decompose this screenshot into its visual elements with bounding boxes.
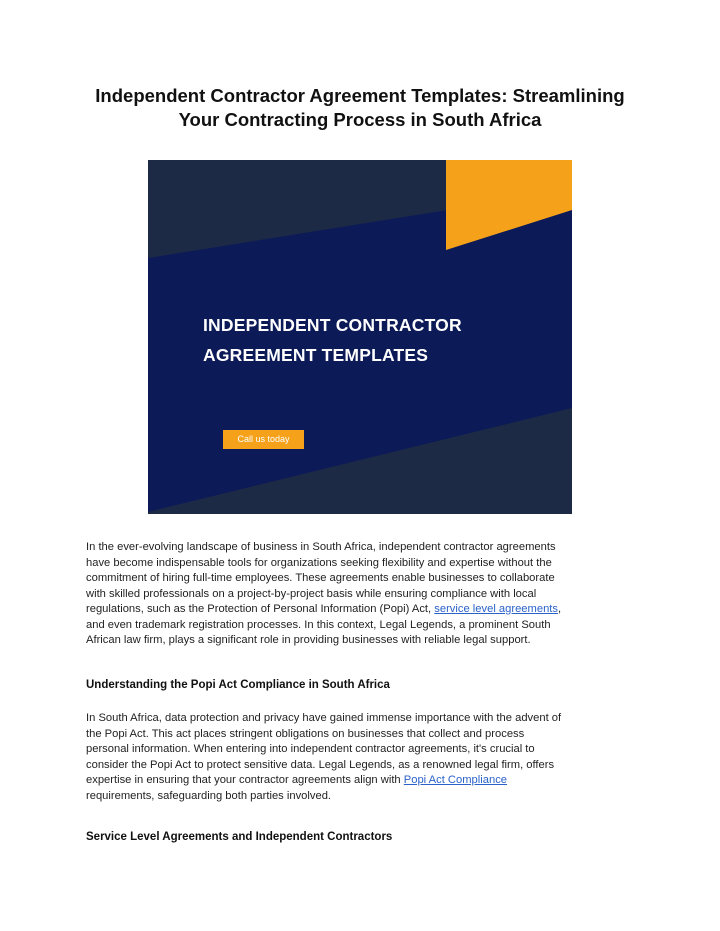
popi-line-4: consider the Popi Act to protect sensitive data. Legal Legends, as a renowned legal firm, offers xyxy=(86,758,555,771)
banner-headline xyxy=(203,310,462,370)
intro-line-3: commitment of hiring full-time employees. These agreements enable businesses to collaborate xyxy=(86,572,555,584)
banner-headline-line-2: AGREEMENT TEMPLATES xyxy=(203,345,429,365)
intro-line-5-text: regulations, such as the Protection of Personal Information (Popi) Act, xyxy=(86,603,435,615)
popi-line-6: requirements, safeguarding both parties involved. xyxy=(86,789,332,802)
popi-act-paragraph xyxy=(86,711,642,804)
popi-line-3: personal information. When entering into independent contractor agreements, it's crucial to xyxy=(86,743,535,755)
intro-line-1: In the ever-evolving landscape of business in South Africa, independent contractor agreements xyxy=(86,541,556,553)
popi-line-1: In South Africa, data protection and privacy have gained immense importance with the advent of xyxy=(86,712,562,724)
document-title-line-1: Independent Contractor Agreement Templates: Streamlining xyxy=(95,85,625,106)
document-title xyxy=(60,84,660,132)
section-heading-service-level-agreements: Service Level Agreements and Independent Contractors xyxy=(86,831,393,843)
intro-line-4: with skilled professionals on a project-by-project basis while ensuring compliance with local xyxy=(86,587,537,600)
intro-line-2: have become indispensable tools for organizations seeking flexibility and expertise without the xyxy=(86,556,552,569)
section-heading-popi-act: Understanding the Popi Act Compliance in South Africa xyxy=(86,679,390,691)
banner-image xyxy=(148,160,572,514)
document-title-line-2: Your Contracting Process in South Africa xyxy=(178,109,542,130)
intro-line-6: and even trademark registration processes. In this context, Legal Legends, a prominent South xyxy=(86,618,551,631)
intro-paragraph xyxy=(86,540,642,649)
popi-line-2: the Popi Act. This act places stringent obligations on businesses that collect and process xyxy=(86,727,525,740)
banner-headline-line-1: INDEPENDENT CONTRACTOR xyxy=(203,315,462,335)
popi-act-compliance-link[interactable]: Popi Act Compliance xyxy=(403,774,508,786)
popi-line-5-text: expertise in ensuring that your contractor agreements align with xyxy=(86,774,404,786)
intro-line-5-punctuation: , xyxy=(558,603,562,615)
intro-line-7: African law firm, plays a significant role in providing businesses with reliable legal support. xyxy=(86,634,531,646)
call-us-today-button[interactable]: Call us today xyxy=(223,430,304,449)
service-level-agreements-link[interactable]: service level agreements xyxy=(434,603,558,615)
